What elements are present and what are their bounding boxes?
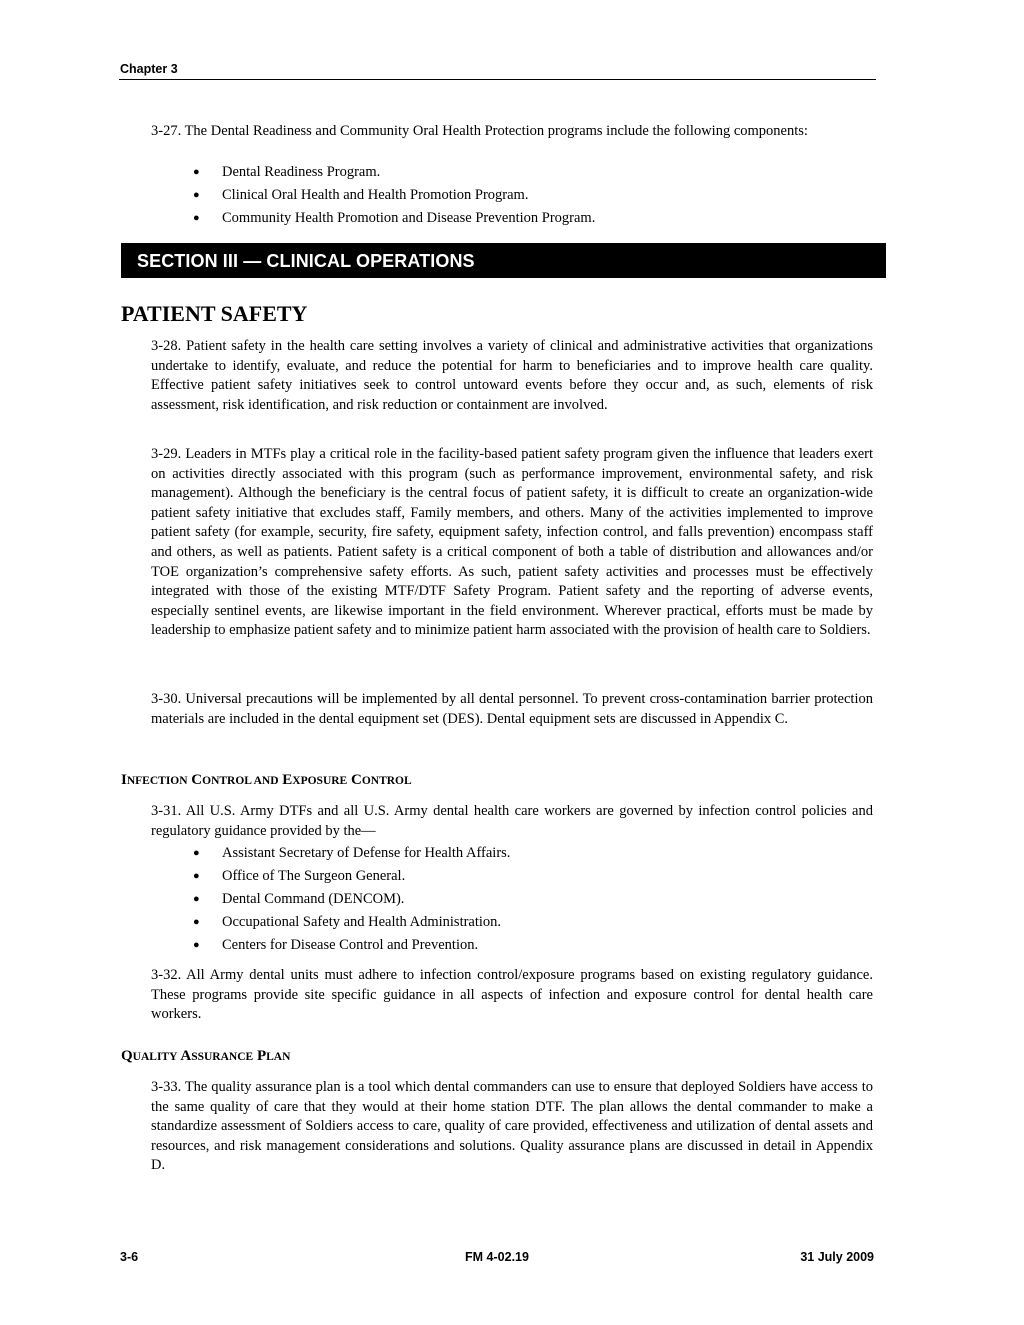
paragraph-3-27: 3-27. The Dental Readiness and Community Oral Health Protection programs include the following components: — [151, 123, 808, 139]
paragraph-3-33: 3-33. The quality assurance plan is a tool which dental commanders can use to ensure that deployed Soldiers have access to the same quality of care that they would at their home station DTF. The plan allows the dental commander to make a standardize assessment of Soldiers access to care, quality of care provided, effectiveness and utilization of dental assets and resources, and risk management considerations and solutions. Quality assurance plans are discussed in detail in Appendix D. — [151, 1079, 873, 1174]
subheading-quality-assurance-plan: QUALITY ASSURANCE PLAN — [121, 1048, 291, 1064]
list-item: ● Occupational Safety and Health Administration. — [193, 911, 510, 934]
bullet-icon: ● — [193, 212, 200, 224]
subheading-infection-control: INFECTION CONTROL AND EXPOSURE CONTROL — [121, 772, 412, 788]
section-title: SECTION III — CLINICAL OPERATIONS — [137, 251, 475, 271]
list-item: ● Assistant Secretary of Defense for Health Affairs. — [193, 842, 510, 865]
paragraph-3-30: 3-30. Universal precautions will be implemented by all dental personnel. To prevent cross-contamination barrier protection materials are included in the dental equipment set (DES). Dental equipment sets are discussed in Appendix C. — [151, 691, 873, 727]
paragraph-3-31: 3-31. All U.S. Army DTFs and all U.S. Army dental health care workers are governed by infection control policies and regulatory guidance provided by the— — [151, 803, 873, 839]
paragraph-3-32: 3-32. All Army dental units must adhere to infection control/exposure programs based on existing regulatory guidance. These programs provide site specific guidance in all aspects of infection and exposure control for dental health care workers. — [151, 967, 873, 1023]
section-title-bar — [121, 243, 886, 278]
list-item: ● Clinical Oral Health and Health Promotion Program. — [193, 184, 595, 207]
list-item: ● Dental Readiness Program. — [193, 161, 595, 184]
page-footer — [120, 1250, 874, 1266]
bullet-icon: ● — [193, 166, 200, 178]
bullet-icon: ● — [193, 916, 200, 928]
list-item: ● Office of The Surgeon General. — [193, 865, 510, 888]
footer-page-number: 3-6 — [120, 1250, 139, 1264]
footer-date: 31 July 2009 — [800, 1250, 874, 1264]
paragraph-3-28: 3-28. Patient safety in the health care setting involves a variety of clinical and administrative activities that organizations undertake to identify, evaluate, and reduce the potential for harm to beneficiaries and to improve health care quality. Effective patient safety initiatives seek to control untoward events before they occur and, as such, elements of risk assessment, risk identification, and risk reduction or containment are involved. — [151, 338, 873, 413]
header-divider — [119, 79, 876, 80]
footer-doc-id: FM 4-02.19 — [465, 1250, 529, 1264]
heading-patient-safety: PATIENT SAFETY — [121, 301, 308, 326]
bullet-icon: ● — [193, 893, 200, 905]
list-item: ● Community Health Promotion and Disease Prevention Program. — [193, 207, 595, 230]
bullet-list-3-31 — [193, 842, 510, 957]
list-item: ● Dental Command (DENCOM). — [193, 888, 510, 911]
bullet-icon: ● — [193, 847, 200, 859]
running-header-chapter: Chapter 3 — [120, 62, 178, 76]
bullet-icon: ● — [193, 870, 200, 882]
paragraph-3-29: 3-29. Leaders in MTFs play a critical role in the facility-based patient safety program given the influence that leaders exert on activities directly associated with this program (such as performance improvement, environmental safety, and risk management). Although the beneficiary is the central focus of patient safety, it is difficult to create an organization-wide patient safety initiative that excludes staff, Family members, and others. Many of the activities implemented to improve patient safety (for example, security, fire safety, equipment safety, infection control, and falls prevention) encompass staff and others, as well as patients. Patient safety is a critical component of both a table of distribution and allowances and/or TOE organization’s comprehensive safety efforts. As such, patient safety activities and processes must be effectively integrated with those of the existing MTF/DTF Safety Program. Patient safety and the reporting of adverse events, especially sentinel events, are likewise important in the field environment. Wherever practical, efforts must be made by leadership to emphasize patient safety and to minimize patient harm associated with the provision of health care to Soldiers. — [151, 446, 873, 639]
bullet-list-3-27 — [193, 161, 595, 230]
bullet-icon: ● — [193, 189, 200, 201]
bullet-icon: ● — [193, 939, 200, 951]
list-item: ● Centers for Disease Control and Prevention. — [193, 934, 510, 957]
